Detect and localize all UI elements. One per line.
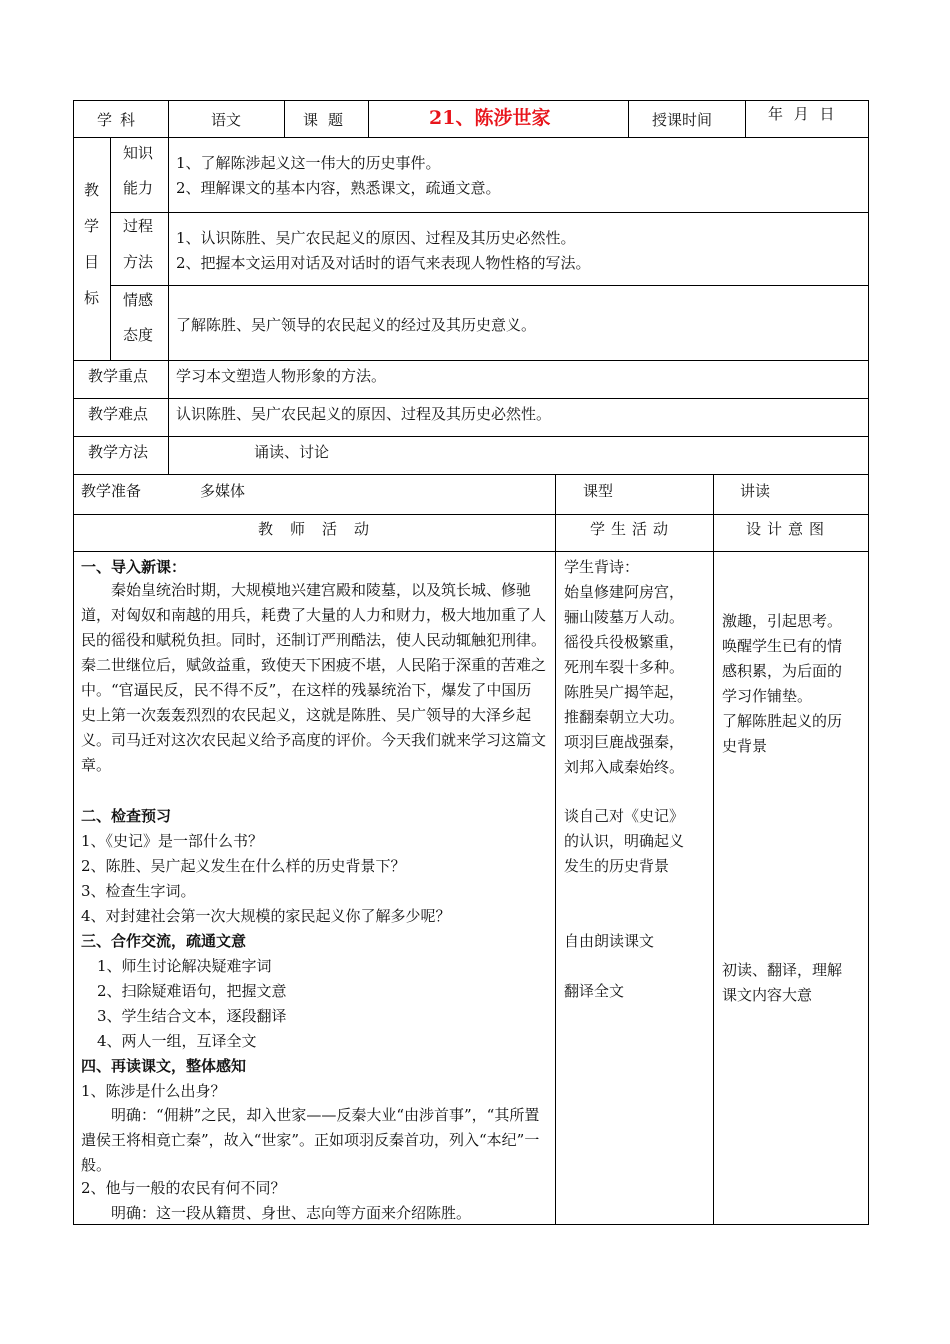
design-intent-header: 设计意图 bbox=[746, 520, 831, 538]
design-line: 唤醒学生已有的情 bbox=[722, 637, 843, 655]
goal-category-label: 知识 bbox=[123, 144, 154, 162]
goal-item: 1、认识陈胜、吴广农民起义的原因、过程及其历史必然性。 bbox=[176, 229, 576, 247]
key-point-value: 学习本文塑造人物形象的方法。 bbox=[176, 367, 387, 385]
goal-item: 2、把握本文运用对话及对话时的语气来表现人物性格的写法。 bbox=[176, 254, 591, 272]
question: 1、陈涉是什么出身？ bbox=[81, 1082, 226, 1100]
rule bbox=[628, 100, 629, 138]
design-line: 激趣，引起思考。 bbox=[722, 612, 843, 630]
method-value: 诵读、讨论 bbox=[254, 443, 330, 461]
question: 2、他与一般的农民有何不同？ bbox=[81, 1179, 286, 1197]
student-line: 陈胜吴广揭竿起， bbox=[564, 683, 685, 701]
section-item: 1、《史记》是一部什么书？ bbox=[81, 832, 264, 850]
rule bbox=[73, 137, 869, 138]
topic-label: 课题 bbox=[303, 111, 354, 129]
goals-label-char: 目 bbox=[84, 253, 100, 271]
section-heading: 四、再读课文，整体感知 bbox=[81, 1057, 247, 1075]
answer: 明确：这一段从籍贯、身世、志向等方面来介绍陈胜。 bbox=[111, 1204, 472, 1222]
section-item: 2、陈胜、吴广起义发生在什么样的历史背景下？ bbox=[81, 857, 406, 875]
date-placeholder: 年 月 日 bbox=[768, 105, 838, 123]
section-item: 4、对封建社会第一次大规模的家民起义你了解多少呢？ bbox=[81, 907, 451, 925]
student-line: 骊山陵墓万人动。 bbox=[564, 608, 685, 626]
goal-category-label: 态度 bbox=[123, 326, 154, 344]
rule bbox=[868, 100, 869, 1225]
method-label: 教学方法 bbox=[88, 443, 149, 461]
goal-category-label: 方法 bbox=[123, 253, 154, 271]
rule bbox=[73, 398, 869, 399]
section-heading: 一、导入新课： bbox=[81, 558, 187, 576]
rule bbox=[368, 100, 369, 138]
rule bbox=[73, 474, 869, 475]
section-item: 3、学生结合文本，逐段翻译 bbox=[97, 1007, 287, 1025]
difficulty-label: 教学难点 bbox=[88, 405, 149, 423]
subject-value: 语文 bbox=[211, 111, 242, 129]
rule bbox=[555, 474, 556, 1225]
rule bbox=[713, 474, 714, 1225]
goal-item: 了解陈胜、吴广领导的农民起义的经过及其历史意义。 bbox=[176, 316, 537, 334]
section-item: 1、师生讨论解决疑难字词 bbox=[97, 957, 272, 975]
design-line: 初读、翻译，理解 bbox=[722, 961, 843, 979]
section-heading: 三、合作交流，疏通文意 bbox=[81, 932, 247, 950]
goal-category-label: 过程 bbox=[123, 217, 154, 235]
student-line: 的认识，明确起义 bbox=[564, 832, 685, 850]
student-line: 谈自己对《史记》 bbox=[564, 807, 685, 825]
intro-paragraph: 秦始皇统治时期，大规模地兴建宫殿和陵墓，以及筑长城、修驰道，对匈奴和南越的用兵，耗费了大量的人力和财力，极大地加重了人民的徭役和赋税负担。同时，还制订严刑酷法，使人民动辄触犯刑律。秦二世继位后，赋敛益重，致使天下困疲不堪，人民陷于深重的苦难之中。“官逼民反，民不得不反”，在这样的残暴统治下，爆发了中国历史上第一次轰轰烈烈的农民起义，这就是陈胜、吴广领导的大泽乡起义。司马迁对这次农民起义给予高度的评价。今天我们就来学习这篇文章。 bbox=[81, 581, 547, 774]
rule bbox=[73, 436, 869, 437]
difficulty-value: 认识陈胜、吴广农民起义的原因、过程及其历史必然性。 bbox=[176, 405, 552, 423]
design-line: 课文内容大意 bbox=[722, 986, 813, 1004]
student-line: 翻译全文 bbox=[564, 982, 625, 1000]
design-line: 学习作铺垫。 bbox=[722, 687, 813, 705]
section-item: 4、两人一组，互译全文 bbox=[97, 1032, 257, 1050]
class-time-label: 授课时间 bbox=[652, 111, 713, 129]
goal-category-label: 情感 bbox=[123, 291, 154, 309]
student-line: 刘邦入咸秦始终。 bbox=[564, 758, 685, 776]
student-line: 始皇修建阿房宫， bbox=[564, 583, 685, 601]
rule bbox=[73, 514, 869, 515]
rule bbox=[73, 100, 869, 101]
rule bbox=[168, 100, 169, 138]
goals-label-char: 教 bbox=[84, 181, 100, 199]
student-line: 推翻秦朝立大功。 bbox=[564, 708, 685, 726]
rule bbox=[745, 100, 746, 138]
key-point-label: 教学重点 bbox=[88, 367, 149, 385]
teacher-activity-header: 教师活动 bbox=[258, 520, 387, 538]
student-line: 徭役兵役极繁重， bbox=[564, 633, 685, 651]
student-line: 项羽巨鹿战强秦， bbox=[564, 733, 685, 751]
preparation-value: 多媒体 bbox=[200, 482, 246, 500]
student-line: 发生的历史背景 bbox=[564, 857, 670, 875]
lesson-type-value: 讲读 bbox=[740, 482, 771, 500]
section-heading: 二、检查预习 bbox=[81, 807, 172, 825]
subject-label: 学科 bbox=[97, 111, 144, 129]
section-item: 3、检查生字词。 bbox=[81, 882, 196, 900]
preparation-label: 教学准备 bbox=[81, 482, 142, 500]
student-line: 学生背诗： bbox=[564, 558, 640, 576]
student-line: 自由朗读课文 bbox=[564, 932, 655, 950]
student-activity-header: 学生活动 bbox=[590, 520, 675, 538]
design-line: 史背景 bbox=[722, 737, 768, 755]
lesson-type-label: 课型 bbox=[583, 482, 614, 500]
goals-label-char: 标 bbox=[84, 289, 100, 307]
goal-category-label: 能力 bbox=[123, 179, 154, 197]
goal-item: 2、理解课文的基本内容，熟悉课文，疏通文意。 bbox=[176, 179, 501, 197]
rule bbox=[284, 100, 285, 138]
rule bbox=[73, 551, 869, 552]
rule bbox=[73, 360, 869, 361]
rule bbox=[73, 100, 74, 1225]
goals-label-char: 学 bbox=[84, 217, 100, 235]
goal-item: 1、了解陈涉起义这一伟大的历史事件。 bbox=[176, 154, 441, 172]
student-line: 死刑车裂十多种。 bbox=[564, 658, 685, 676]
rule bbox=[110, 285, 869, 286]
design-line: 了解陈胜起义的历 bbox=[722, 712, 843, 730]
rule bbox=[110, 137, 111, 361]
rule bbox=[110, 212, 869, 213]
lesson-title: 21、陈涉世家 bbox=[429, 107, 551, 129]
rule bbox=[168, 137, 169, 475]
section-item: 2、扫除疑难语句，把握文意 bbox=[97, 982, 287, 1000]
rule bbox=[73, 1224, 869, 1225]
design-line: 感积累，为后面的 bbox=[722, 662, 843, 680]
answer: 明确：“佣耕”之民，却入世家——反秦大业“由涉首事”，“其所置遣侯王将相竟亡秦”，故入“世家”。正如项羽反秦首功，列入“本纪”一般。 bbox=[81, 1106, 540, 1174]
